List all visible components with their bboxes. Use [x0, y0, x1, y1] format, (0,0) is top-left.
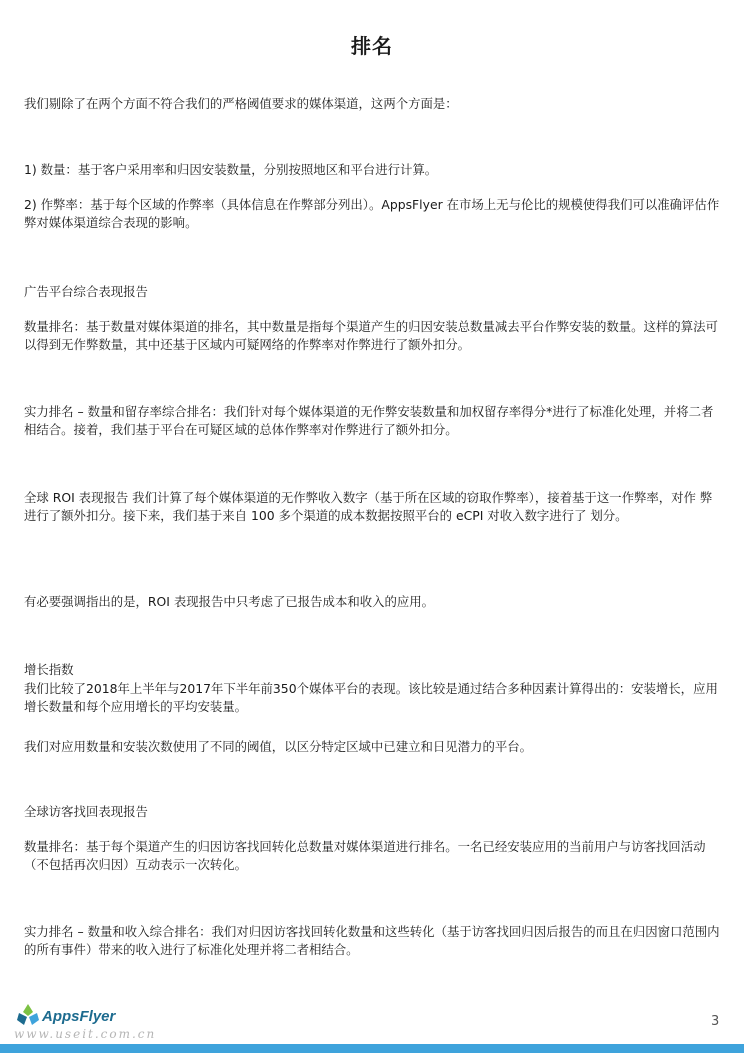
appsflyer-logo-icon [16, 1003, 40, 1029]
logo-text: AppsFlyer [42, 1007, 116, 1025]
growth-index-text: 我们比较了2018年上半年与2017年下半年前350个媒体平台的表现。该比较是通过结合多种因素计算得出的：安装增长，应用增长数量和每个应用增长的平均安装量。 [24, 681, 718, 714]
bottom-bar [0, 1044, 744, 1053]
roi-note-text: 有必要强调指出的是，ROI 表现报告中只考虑了已报告成本和收入的应用。 [24, 594, 435, 609]
page-number: 3 [711, 1014, 720, 1029]
watermark: www.useit.com.cn [14, 1027, 157, 1041]
remarketing-power-text: 实力排名 – 数量和收入综合排名：我们对归因访客找回转化数量和这些转化（基于访客找回归因后报告的而且在归因窗口范围内的所有事件）带来的收入进行了标准化处理并将二者相结合。 [24, 924, 720, 957]
power-ranking-text: 实力排名 – 数量和留存率综合排名：我们针对每个媒体渠道的无作弊安装数量和加权留存率得分*进行了标准化处理，并将二者相结合。接着，我们基于平台在可疑区域的总体作弊率对作弊进行了额外扣分。 [24, 404, 714, 437]
criterion-fraud-rate: 2) 作弊率：基于每个区域的作弊率（具体信息在作弊部分列出）。AppsFlyer 在市场上无与伦比的规模使得我们可以准确评估作弊对媒体渠道综合表现的影响。 [24, 197, 720, 230]
intro-paragraph: 我们剔除了在两个方面不符合我们的严格阈值要求的媒体渠道，这两个方面是： [24, 96, 458, 111]
page-title: 排名 [351, 34, 393, 58]
appsflyer-logo [16, 1003, 115, 1029]
criterion-volume: 1) 数量：基于客户采用率和归因安装数量，分别按照地区和平台进行计算。 [24, 162, 438, 177]
roi-report-text: 全球 ROI 表现报告 我们计算了每个媒体渠道的无作弊收入数字（基于所在区域的窃取作弊率），接着基于这一作弊率，对作 弊进行了额外扣分。接下来，我们基于来自 100 多个渠道的成本数据按照平台的 eCPI 对收入数字进行了 划分。 [24, 490, 713, 523]
growth-threshold-text: 我们对应用数量和安装次数使用了不同的阈值，以区分特定区域中已建立和日见潜力的平台。 [24, 739, 533, 754]
section-heading-remarketing: 全球访客找回表现报告 [24, 804, 148, 819]
volume-ranking-text: 数量排名：基于数量对媒体渠道的排名，其中数量是指每个渠道产生的归因安装总数量减去平台作弊安装的数量。这样的算法可以得到无作弊数量，其中还基于区域内可疑网络的作弊率对作弊进行了额外扣分。 [24, 319, 718, 352]
section-heading-growth: 增长指数 [24, 662, 74, 677]
remarketing-volume-text: 数量排名：基于每个渠道产生的归因访客找回转化总数量对媒体渠道进行排名。一名已经安装应用的当前用户与访客找回活动（不包括再次归因）互动表示一次转化。 [24, 839, 706, 872]
section-heading-power: 广告平台综合表现报告 [24, 284, 148, 299]
